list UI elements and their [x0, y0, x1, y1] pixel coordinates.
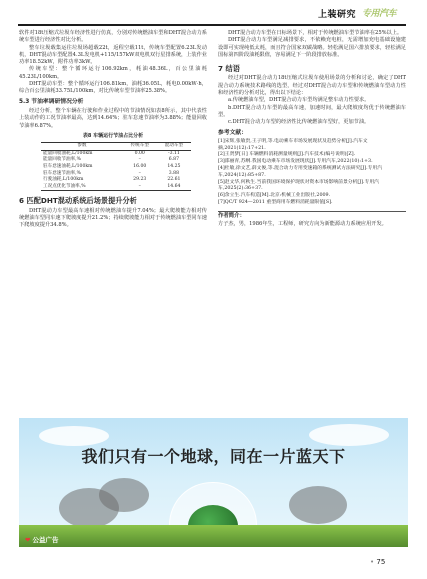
reference-item: [3]邵丽青,苏纲.我国电动乘车市场发展现状[J].专用汽车,2022(10):1+3.	[218, 159, 373, 165]
reference-item: [4]杜敏,徐文艺,薛文俊,等.混合动力专用变速箱的系统测试方法研究[J].专用汽车,2024(12):85+87.	[218, 166, 382, 178]
conclusion-item: b.DHT混合动力车型的最高车速，加速时间，最大爬坡度均优于传统燃油车型。	[218, 104, 406, 118]
journal-section-title: 上装研究	[318, 10, 357, 20]
table-cell: 16.00	[133, 163, 147, 169]
left-column	[19, 30, 207, 230]
table-cell: –	[138, 157, 141, 163]
paragraph: 软件对18t压缩式垃圾车经济性进行仿真，分别对传统燃油车型和DHT混合动力系统车型进行经济性对比分析。	[19, 30, 207, 44]
smoke-shape	[289, 486, 347, 524]
page-number: • 75	[370, 558, 386, 566]
table-cell: -3.11	[168, 150, 180, 156]
grass-strip	[19, 525, 408, 547]
table-row	[41, 157, 191, 164]
table-cell: –	[123, 184, 157, 191]
public-service-ad	[19, 418, 408, 547]
table-header: 参数	[41, 143, 123, 151]
conclusion-item: c.DHT混合动力车型的经济性比传统燃油车型好，更加节油。	[228, 119, 370, 126]
table-header: 混动车型	[157, 143, 191, 151]
cloud-shape	[39, 426, 109, 446]
paragraph: 传统车型：整个循环运行106.92km，耗油48.36L，百公里油耗45.23L/100km。	[19, 66, 207, 80]
paragraph: DHT混动力车型最高车速相对传统燃油车提升7.04%；最大爬坡能力相对传统燃油车型同车速下爬坡度提升21.2%；持续爬坡能力相对于传统燃油车型同车速下爬坡度提升34.8%。	[19, 207, 207, 229]
table-row	[41, 164, 191, 171]
ad-slogan: 我们只有一个地球，同在一片蓝天下	[81, 447, 346, 466]
table-cell: 0.00	[134, 150, 145, 156]
table-row	[41, 177, 191, 184]
cloud-shape	[309, 424, 389, 446]
table-cell: 能量回收油耗,L/100km	[43, 150, 93, 156]
heart-icon: ❤	[25, 536, 31, 544]
paragraph: DHT混合动力车型在日标场景下，相对于传统燃油车型节油率在25%以上。	[228, 30, 403, 36]
page-header	[0, 0, 427, 26]
references-list	[218, 139, 406, 207]
section-heading: 7 结语	[218, 64, 240, 74]
header-rule	[18, 24, 406, 26]
journal-logo: 专用汽车	[362, 9, 397, 19]
table-cell: 行驶油耗,L/100km	[43, 177, 84, 183]
table-cell: 3.88	[168, 170, 180, 176]
reference-item: [6]余立生.汽车构造[M].北京:机械工业出版社,2009.	[218, 193, 331, 199]
references-title: 参考文献：	[218, 129, 247, 136]
paragraph: DHT混合动力车型满足减排要求，不依赖充电桩，无需增加充电基础设施建设即可实现纯低太耗，而且符合国家双碳战略。轻松满足国六排放要求，轻松满足国标第四阶段油耗限值，容易满足下一阶段排放标准。	[218, 37, 406, 58]
fuel-saving-table	[41, 142, 191, 191]
ad-logo: ❤ 公益广告	[25, 536, 59, 544]
table-cell: 29.23	[133, 177, 147, 183]
reference-item: [2]王贤梦[日] 车辆燃料消耗测量规则[J].汽车技术(编号说明)[Z].	[218, 152, 356, 158]
table-title: 表8 车辆运行节油占比分析	[82, 132, 144, 139]
reference-item: [1]宋辉,张敏贵,王子明,等.电动乘车市场发展现状及趋势分析[J].汽车文摘,2021(12):17+21.	[218, 138, 368, 151]
table-cell: 6.87	[168, 157, 180, 163]
author-title: 作者简介：	[218, 213, 245, 220]
conclusion-item: a.传统燃油车型，DHT混合动力车型均满足整车动力性要求。	[228, 97, 370, 104]
paragraph: 经过分析，整个车辆在行驶和作业过程中的节油情况如表8所示，其中代表性上装动作的工况节油率最高，达到14.64%；驻车怠速节油率为3.88%；能量回收节油率6.87%。	[19, 107, 207, 129]
table-cell: 驻车怠速节油率,%	[43, 170, 81, 176]
table-header: 传统车型	[123, 143, 157, 151]
table-cell: 22.61	[167, 177, 181, 183]
reference-item: [5]赵文华,何秋生.当前我国环境保护现状对资本市场影响前景分析[J].专用汽车,2025(2):36+37.	[218, 179, 379, 192]
table-cell: 能量回收节油率,%	[43, 157, 81, 163]
right-column	[218, 30, 406, 228]
section-heading: 5.3 节油率调研情况分析	[19, 98, 84, 105]
bullet-icon: •	[370, 558, 375, 566]
table-cell: 驻车怠速油耗,L/100km	[43, 163, 93, 169]
divider	[218, 211, 406, 212]
author-bio: 方子杰，男，1986年生，工程师，研究方向为新能源动力系统应用开发。	[218, 220, 387, 227]
table-row	[41, 184, 191, 191]
reference-item: [7]QC/T 924—2011 重型商用车燃料消耗量限值[S].	[218, 200, 333, 206]
table-cell: 工况点优化节油率,%	[41, 184, 123, 191]
section-heading: 6 匹配DHT混动系统后场景提升分析	[19, 196, 137, 206]
table-cell: 14.64	[157, 184, 191, 191]
table-cell: –	[138, 170, 141, 176]
table-cell: 14.25	[167, 163, 181, 169]
smoke-shape	[99, 478, 149, 512]
paragraph: 整车垃圾载集运往垃圾场超载22t，返程空载11t，传统车型配置6.23L发动机，DHT混动车型配置4.3L发电机+115/157kW双电机双行星排系统，上装作业功率18.52kW，附件功率3kW。	[19, 44, 207, 66]
paragraph: DHT混动车型：整个循环运行106.81km，油耗36.05L，耗电0.00kW·h，综合百公里油耗33.75L/100km，对比传统车型节油率25.38%。	[19, 81, 207, 95]
paragraph: 经过对DHT混合动力18t压缩式垃圾车使用场景的分析和讨论，确定了DHT混合动力系统技术路线的选型，经过对DHT混合动力车型和传统燃油车型动力性和经济性的分析对比，得出以下结论：	[218, 75, 406, 97]
